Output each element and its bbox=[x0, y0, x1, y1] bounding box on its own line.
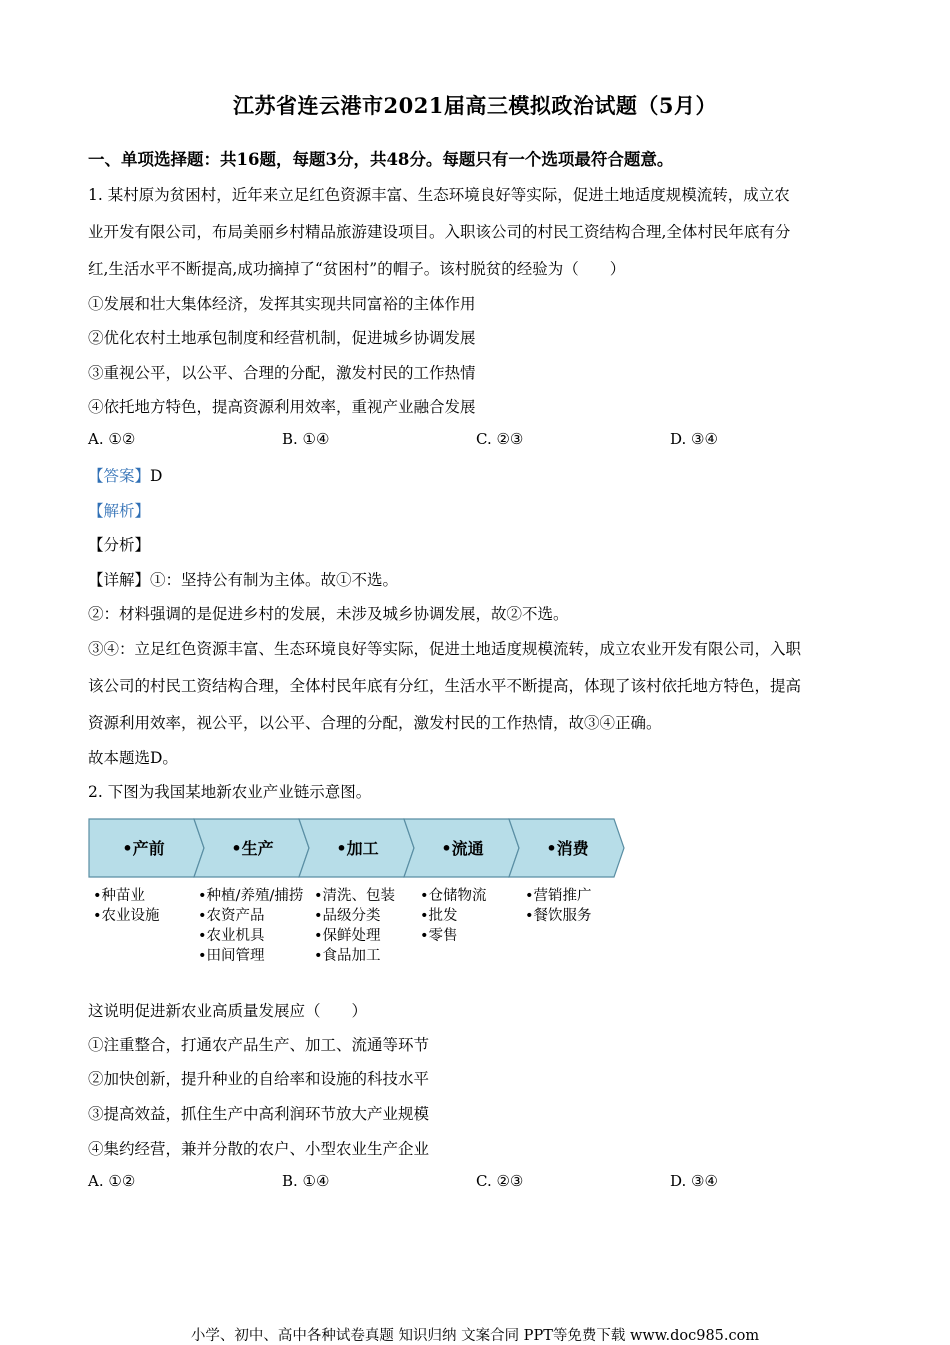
stage-5-item: •餐饮服务 bbox=[525, 908, 592, 924]
q2-option-c: C. ②③ bbox=[476, 1172, 524, 1190]
q2-stem: 2. 下图为我国某地新农业产业链示意图。 bbox=[88, 783, 372, 801]
q1-option-a: A. ①② bbox=[88, 430, 136, 448]
stage-1-item: •种苗业 bbox=[93, 888, 146, 904]
stage-items-5 bbox=[525, 886, 592, 926]
q2-statement-2: ②加快创新，提升种业的自给率和设施的科技水平 bbox=[88, 1070, 430, 1088]
stage-4-item: •仓储物流 bbox=[420, 888, 487, 904]
q2-option-d: D. ③④ bbox=[670, 1172, 718, 1190]
chain-stage-label-1: •产前 bbox=[122, 839, 165, 858]
q2-prompt: 这说明促进新农业高质量发展应（ ） bbox=[88, 1002, 368, 1020]
stage-2-item: •农资产品 bbox=[198, 908, 265, 924]
chain-stage-label-4: •流通 bbox=[441, 839, 484, 858]
stage-3-item: •食品加工 bbox=[314, 948, 381, 964]
q1-statement-1: ①发展和壮大集体经济，发挥其实现共同富裕的主体作用 bbox=[88, 295, 476, 313]
industry-chain-diagram bbox=[88, 816, 633, 971]
stage-3-item: •品级分类 bbox=[314, 908, 381, 924]
q2-option-a: A. ①② bbox=[88, 1172, 136, 1190]
analysis-tag: 【解析】 bbox=[88, 502, 151, 520]
answer-tag: 【答案】 bbox=[88, 467, 151, 485]
chain-stage-label-2: •生产 bbox=[231, 839, 274, 858]
page-footer: 小学、初中、高中各种试卷真题 知识归纳 文案合同 PPT等免费下载 www.doc985.com bbox=[190, 1328, 760, 1344]
q2-option-b: B. ①④ bbox=[282, 1172, 330, 1190]
stage-4-item: •批发 bbox=[420, 908, 458, 924]
section-heading: 一、单项选择题：共16题，每题3分，共48分。每题只有一个选项最符合题意。 bbox=[88, 150, 674, 169]
q1-detail-line-2: ②：材料强调的是促进乡村的发展，未涉及城乡协调发展，故②不选。 bbox=[88, 605, 569, 623]
stage-4-item: •零售 bbox=[420, 928, 458, 944]
stage-3-item: •保鲜处理 bbox=[314, 928, 381, 944]
q1-statement-3: ③重视公平，以公平、合理的分配，激发村民的工作热情 bbox=[88, 364, 476, 382]
q1-answer bbox=[88, 464, 162, 486]
q2-statement-4: ④集约经营，兼并分散的农户、小型农业生产企业 bbox=[88, 1140, 430, 1158]
stage-1-item: •农业设施 bbox=[93, 908, 160, 924]
q1-detail-line-4: 该公司的村民工资结构合理，全体村民年底有分红，生活水平不断提高，体现了该村依托地方特色，提高 bbox=[88, 677, 802, 695]
q1-statement-4: ④依托地方特色，提高资源利用效率，重视产业融合发展 bbox=[88, 398, 476, 416]
stage-items-2 bbox=[198, 886, 303, 966]
q1-stem-line-1: 1. 某村原为贫困村，近年来立足红色资源丰富、生态环境良好等实际，促进土地适度规模流转，成立农 bbox=[88, 186, 790, 204]
q1-stem-line-3: 红,生活水平不断提高,成功摘掉了“贫困村”的帽子。该村脱贫的经验为（ ） bbox=[88, 260, 626, 278]
q2-statement-1: ①注重整合，打通农产品生产、加工、流通等环节 bbox=[88, 1036, 430, 1054]
chain-stage-label-5: •消费 bbox=[546, 839, 589, 858]
stage-5-item: •营销推广 bbox=[525, 888, 592, 904]
q1-option-d: D. ③④ bbox=[670, 430, 718, 448]
q1-stem-line-2: 业开发有限公司，布局美丽乡村精品旅游建设项目。入职该公司的村民工资结构合理,全体村民年底有分 bbox=[88, 223, 791, 241]
q1-detail-line-1: 【详解】①：坚持公有制为主体。故①不选。 bbox=[88, 571, 399, 589]
stage-items-4 bbox=[420, 886, 487, 946]
q1-detail-line-3: ③④：立足红色资源丰富、生态环境良好等实际，促进土地适度规模流转，成立农业开发有限公司，入职 bbox=[88, 640, 802, 658]
q1-option-b: B. ①④ bbox=[282, 430, 330, 448]
q1-option-c: C. ②③ bbox=[476, 430, 524, 448]
answer-value: D bbox=[150, 467, 163, 485]
q1-detail-line-6: 故本题选D。 bbox=[88, 749, 178, 767]
chain-stage-label-3: •加工 bbox=[336, 839, 379, 858]
q2-statement-3: ③提高效益，抓住生产中高利润环节放大产业规模 bbox=[88, 1105, 430, 1123]
stage-items-1 bbox=[93, 886, 160, 926]
chain-arrows bbox=[88, 816, 633, 886]
stage-2-item: •田间管理 bbox=[198, 948, 265, 964]
stage-3-item: •清洗、包装 bbox=[314, 888, 396, 904]
stage-items-3 bbox=[314, 886, 395, 966]
fenxi-tag: 【分析】 bbox=[88, 536, 151, 554]
q1-statement-2: ②优化农村土地承包制度和经营机制，促进城乡协调发展 bbox=[88, 329, 476, 347]
stage-2-item: •种植/养殖/捕捞 bbox=[198, 888, 304, 904]
q1-detail-line-5: 资源利用效率，视公平，以公平、合理的分配，激发村民的工作热情，故③④正确。 bbox=[88, 714, 662, 732]
page-title: 江苏省连云港市2021届高三模拟政治试题（5月） bbox=[232, 93, 718, 118]
stage-2-item: •农业机具 bbox=[198, 928, 265, 944]
